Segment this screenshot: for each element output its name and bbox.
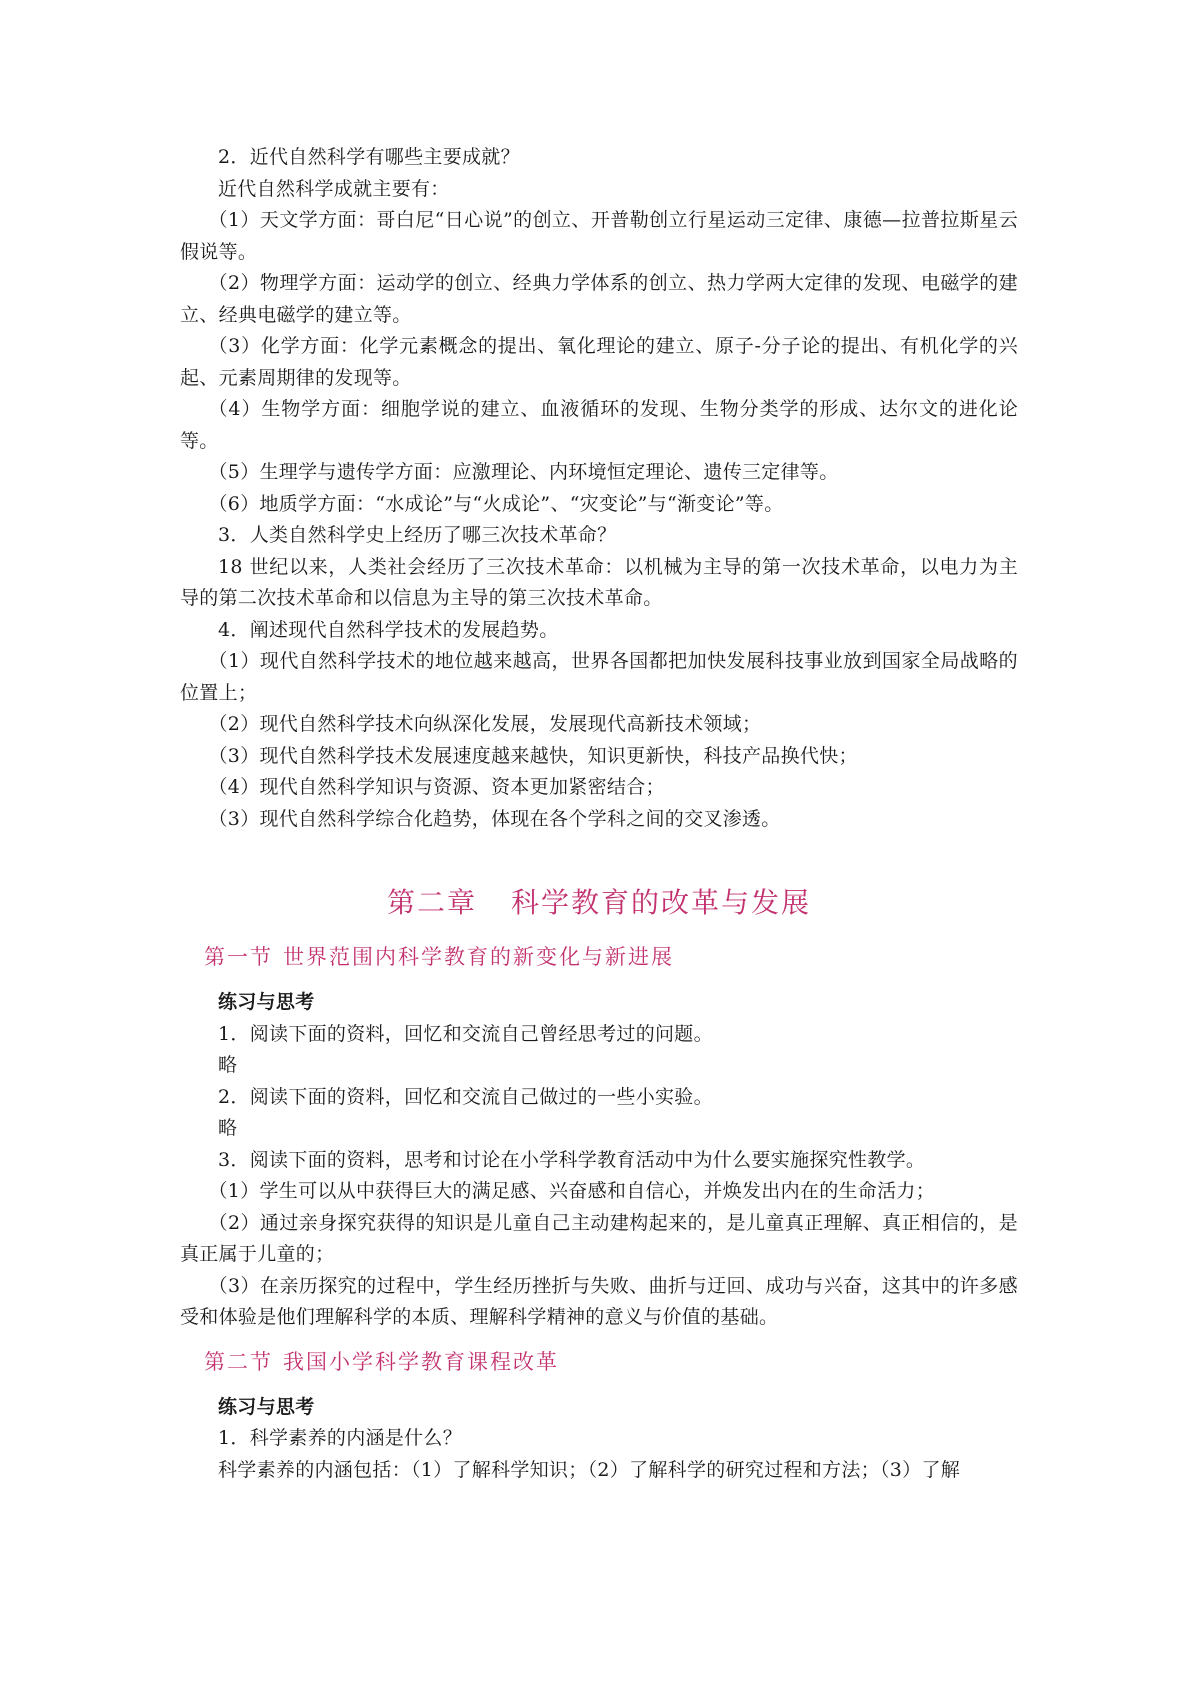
paragraph: （3）在亲历探究的过程中，学生经历挫折与失败、曲折与迂回、成功与兴奋，这其中的许多感受和体验是他们理解科学的本质、理解科学精神的意义与价值的基础。 [180, 1274, 1018, 1328]
section-number: 第二节 [204, 1349, 273, 1374]
answers-chapter-1-part [180, 142, 1018, 835]
paragraph: （1）学生可以从中获得巨大的满足感、兴奋感和自信心，并焕发出内在的生命活力； [208, 1180, 935, 1202]
paragraph: 2．近代自然科学有哪些主要成就？ [218, 146, 520, 168]
paragraph: （2）物理学方面：运动学的创立、经典力学体系的创立、热力学两大定律的发现、电磁学的建立、经典电磁学的建立等。 [180, 272, 1018, 326]
paragraph: 科学素养的内涵包括：（1）了解科学知识；（2）了解科学的研究过程和方法；（3）了解 [218, 1458, 961, 1481]
paragraph: （4）生物学方面：细胞学说的建立、血液循环的发现、生物分类学的形成、达尔文的进化论等。 [180, 398, 1018, 452]
paragraph: （1）天文学方面：哥白尼“日心说”的创立、开普勒创立行星运动三定律、康德—拉普拉斯星云假说等。 [180, 209, 1018, 263]
paragraph: （4）现代自然科学知识与资源、资本更加紧密结合； [208, 776, 665, 798]
section-title: 世界范围内科学教育的新变化与新进展 [283, 945, 674, 969]
document-page [180, 142, 1018, 1486]
paragraph: 3．阅读下面的资料，思考和讨论在小学科学教育活动中为什么要实施探究性教学。 [218, 1148, 926, 1171]
section-heading-2 [204, 1344, 1018, 1380]
subheading-practice: 练习与思考 [218, 1395, 315, 1418]
paragraph: （3）化学方面：化学元素概念的提出、氧化理论的建立、原子-分子论的提出、有机化学的兴起、元素周期律的发现等。 [180, 335, 1018, 389]
section-heading-1 [204, 939, 1018, 975]
paragraph: 略 [218, 1054, 238, 1076]
paragraph: 略 [218, 1117, 238, 1139]
paragraph: 18 世纪以来，人类社会经历了三次技术革命：以机械为主导的第一次技术革命，以电力为主导的第二次技术革命和以信息为主导的第三次技术革命。 [180, 555, 1018, 609]
paragraph: （3）现代自然科学技术发展速度越来越快，知识更新快，科技产品换代快； [208, 744, 858, 767]
section-2-body [180, 1392, 1018, 1487]
paragraph: 1．阅读下面的资料，回忆和交流自己曾经思考过的问题。 [218, 1022, 713, 1045]
chapter-title: 科学教育的改革与发展 [511, 886, 812, 919]
chapter-heading [180, 881, 1018, 925]
paragraph: 2．阅读下面的资料，回忆和交流自己做过的一些小实验。 [218, 1085, 713, 1108]
paragraph: （2）现代自然科学技术向纵深化发展，发展现代高新技术领域； [208, 713, 762, 735]
section-title: 我国小学科学教育课程改革 [283, 1349, 559, 1374]
paragraph: （5）生理学与遗传学方面：应激理论、内环境恒定理论、遗传三定律等。 [208, 461, 839, 483]
chapter-number: 第二章 [386, 886, 477, 919]
section-number: 第一节 [204, 945, 273, 969]
paragraph: 3．人类自然科学史上经历了哪三次技术革命？ [218, 524, 617, 546]
subheading-practice: 练习与思考 [218, 991, 315, 1013]
paragraph: （2）通过亲身探究获得的知识是儿童自己主动建构起来的，是儿童真正理解、真正相信的，是真正属于儿童的； [180, 1211, 1018, 1265]
paragraph: 近代自然科学成就主要有： [218, 177, 450, 200]
paragraph: （1）现代自然科学技术的地位越来越高，世界各国都把加快发展科技事业放到国家全局战略的位置上； [180, 650, 1018, 704]
paragraph: 1．科学素养的内涵是什么？ [218, 1427, 462, 1449]
paragraph: （6）地质学方面：“水成论”与“火成论”、“灾变论”与“渐变论”等。 [208, 492, 784, 515]
paragraph: 4．阐述现代自然科学技术的发展趋势。 [218, 618, 559, 641]
paragraph: （3）现代自然科学综合化趋势，体现在各个学科之间的交叉渗透。 [208, 807, 781, 830]
section-1-body [180, 987, 1018, 1334]
